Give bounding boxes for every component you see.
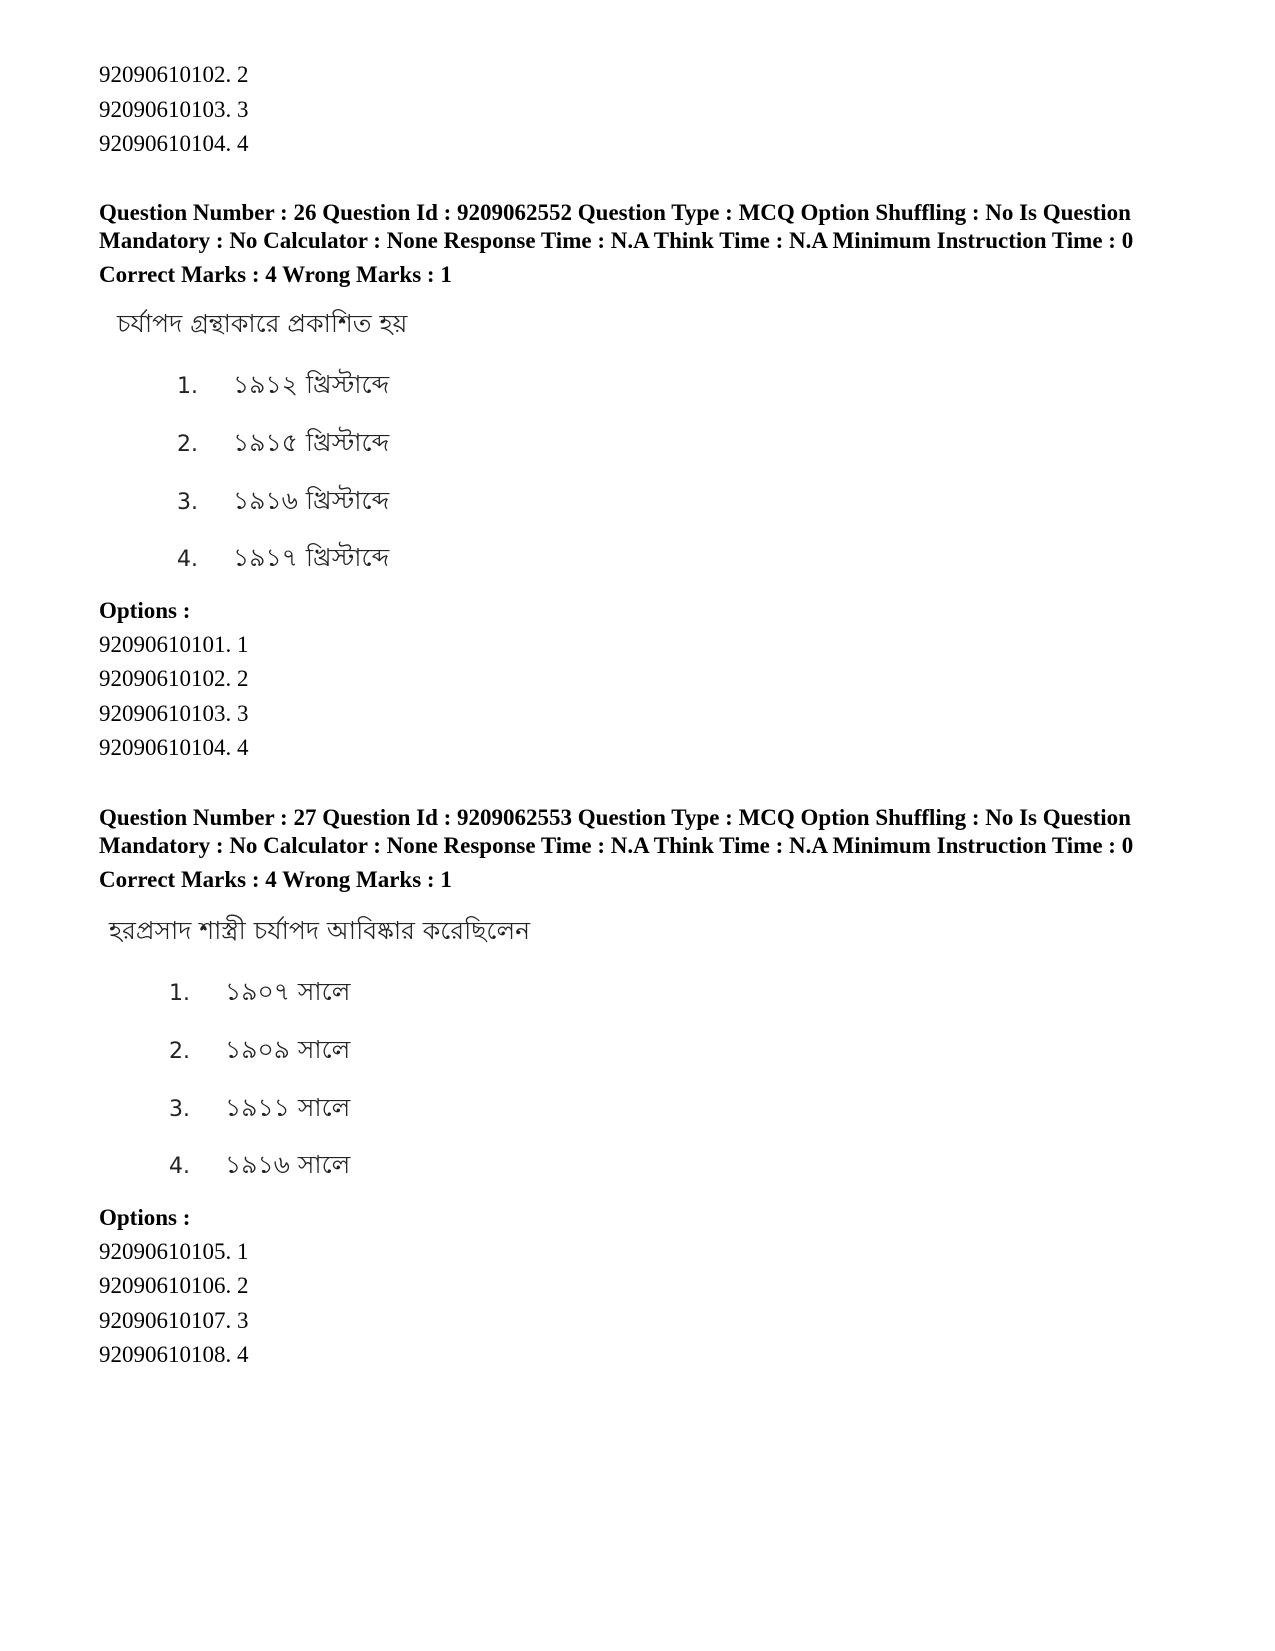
option-line: 92090610102. 2	[99, 62, 249, 87]
option-line: 92090610103. 3	[99, 96, 249, 122]
choice-text: ১৯১৭ খ্রিস্টাব্দে	[233, 542, 390, 572]
options-section	[99, 594, 1179, 766]
options-label: Options :	[99, 1204, 191, 1230]
question-choice	[177, 481, 389, 524]
question-choice	[169, 972, 350, 1015]
choice-number: 1.	[177, 373, 198, 399]
option-line: 92090610105. 1	[99, 1238, 249, 1264]
question-block-26	[99, 199, 1179, 766]
option-line: 92090610104. 4	[99, 735, 249, 760]
question-choice	[177, 538, 389, 581]
choice-text: ১৯০৭ সালে	[225, 976, 351, 1006]
choice-number: 4.	[169, 1153, 190, 1179]
question-choice	[177, 423, 389, 466]
choice-number: 1.	[169, 980, 190, 1006]
choice-number: 3.	[177, 489, 198, 515]
question-meta: Question Number : 26 Question Id : 9209062552 Question Type : MCQ Option Shuffling : No Is Question Mandatory : No Calculator : None Response Time : N.A Think Time : N.A Minimum Instruction Time : 0	[99, 199, 1134, 253]
question-text: হরপ্রসাদ শাস্ত্রী চর্যাপদ আবিষ্কার করেছিলেন	[109, 915, 530, 945]
option-line: 92090610102. 2	[99, 666, 249, 691]
options-label: Options :	[99, 597, 191, 623]
choice-text: ১৯১৬ খ্রিস্টাব্দে	[233, 485, 390, 515]
option-line: 92090610106. 2	[99, 1273, 249, 1298]
question-meta: Question Number : 27 Question Id : 9209062553 Question Type : MCQ Option Shuffling : No Is Question Mandatory : No Calculator : None Response Time : N.A Think Time : N.A Minimum Instruction Time : 0	[99, 804, 1134, 858]
question-choice	[169, 1145, 350, 1188]
option-line: 92090610103. 3	[99, 700, 249, 726]
choice-number: 2.	[169, 1038, 190, 1064]
question-image	[99, 914, 1179, 1179]
choice-number: 2.	[177, 431, 198, 457]
option-line: 92090610108. 4	[99, 1342, 249, 1367]
choice-text: ১৯০৯ সালে	[225, 1034, 351, 1064]
question-choice	[169, 1030, 350, 1073]
question-choice	[177, 365, 389, 408]
choice-number: 3.	[169, 1096, 190, 1122]
question-block-27	[99, 804, 1179, 1373]
question-marks: Correct Marks : 4 Wrong Marks : 1	[99, 261, 452, 287]
question-marks: Correct Marks : 4 Wrong Marks : 1	[99, 866, 452, 892]
choice-text: ১৯১৫ খ্রিস্টাব্দে	[233, 427, 390, 457]
option-line: 92090610104. 4	[99, 131, 249, 156]
option-line: 92090610101. 1	[99, 631, 249, 657]
document-page	[99, 58, 1179, 1373]
question-text: চর্যাপদ গ্রন্থাকারে প্রকাশিত হয়	[117, 308, 408, 338]
choice-text: ১৯১১ সালে	[225, 1092, 351, 1122]
question-image	[99, 307, 1179, 572]
options-section	[99, 1201, 1179, 1373]
question-choice	[169, 1088, 350, 1131]
choice-text: ১৯১২ খ্রিস্টাব্দে	[233, 369, 390, 399]
option-line: 92090610107. 3	[99, 1307, 249, 1333]
top-options-list	[99, 58, 1179, 162]
choice-text: ১৯১৬ সালে	[225, 1149, 351, 1179]
choice-number: 4.	[177, 546, 198, 572]
